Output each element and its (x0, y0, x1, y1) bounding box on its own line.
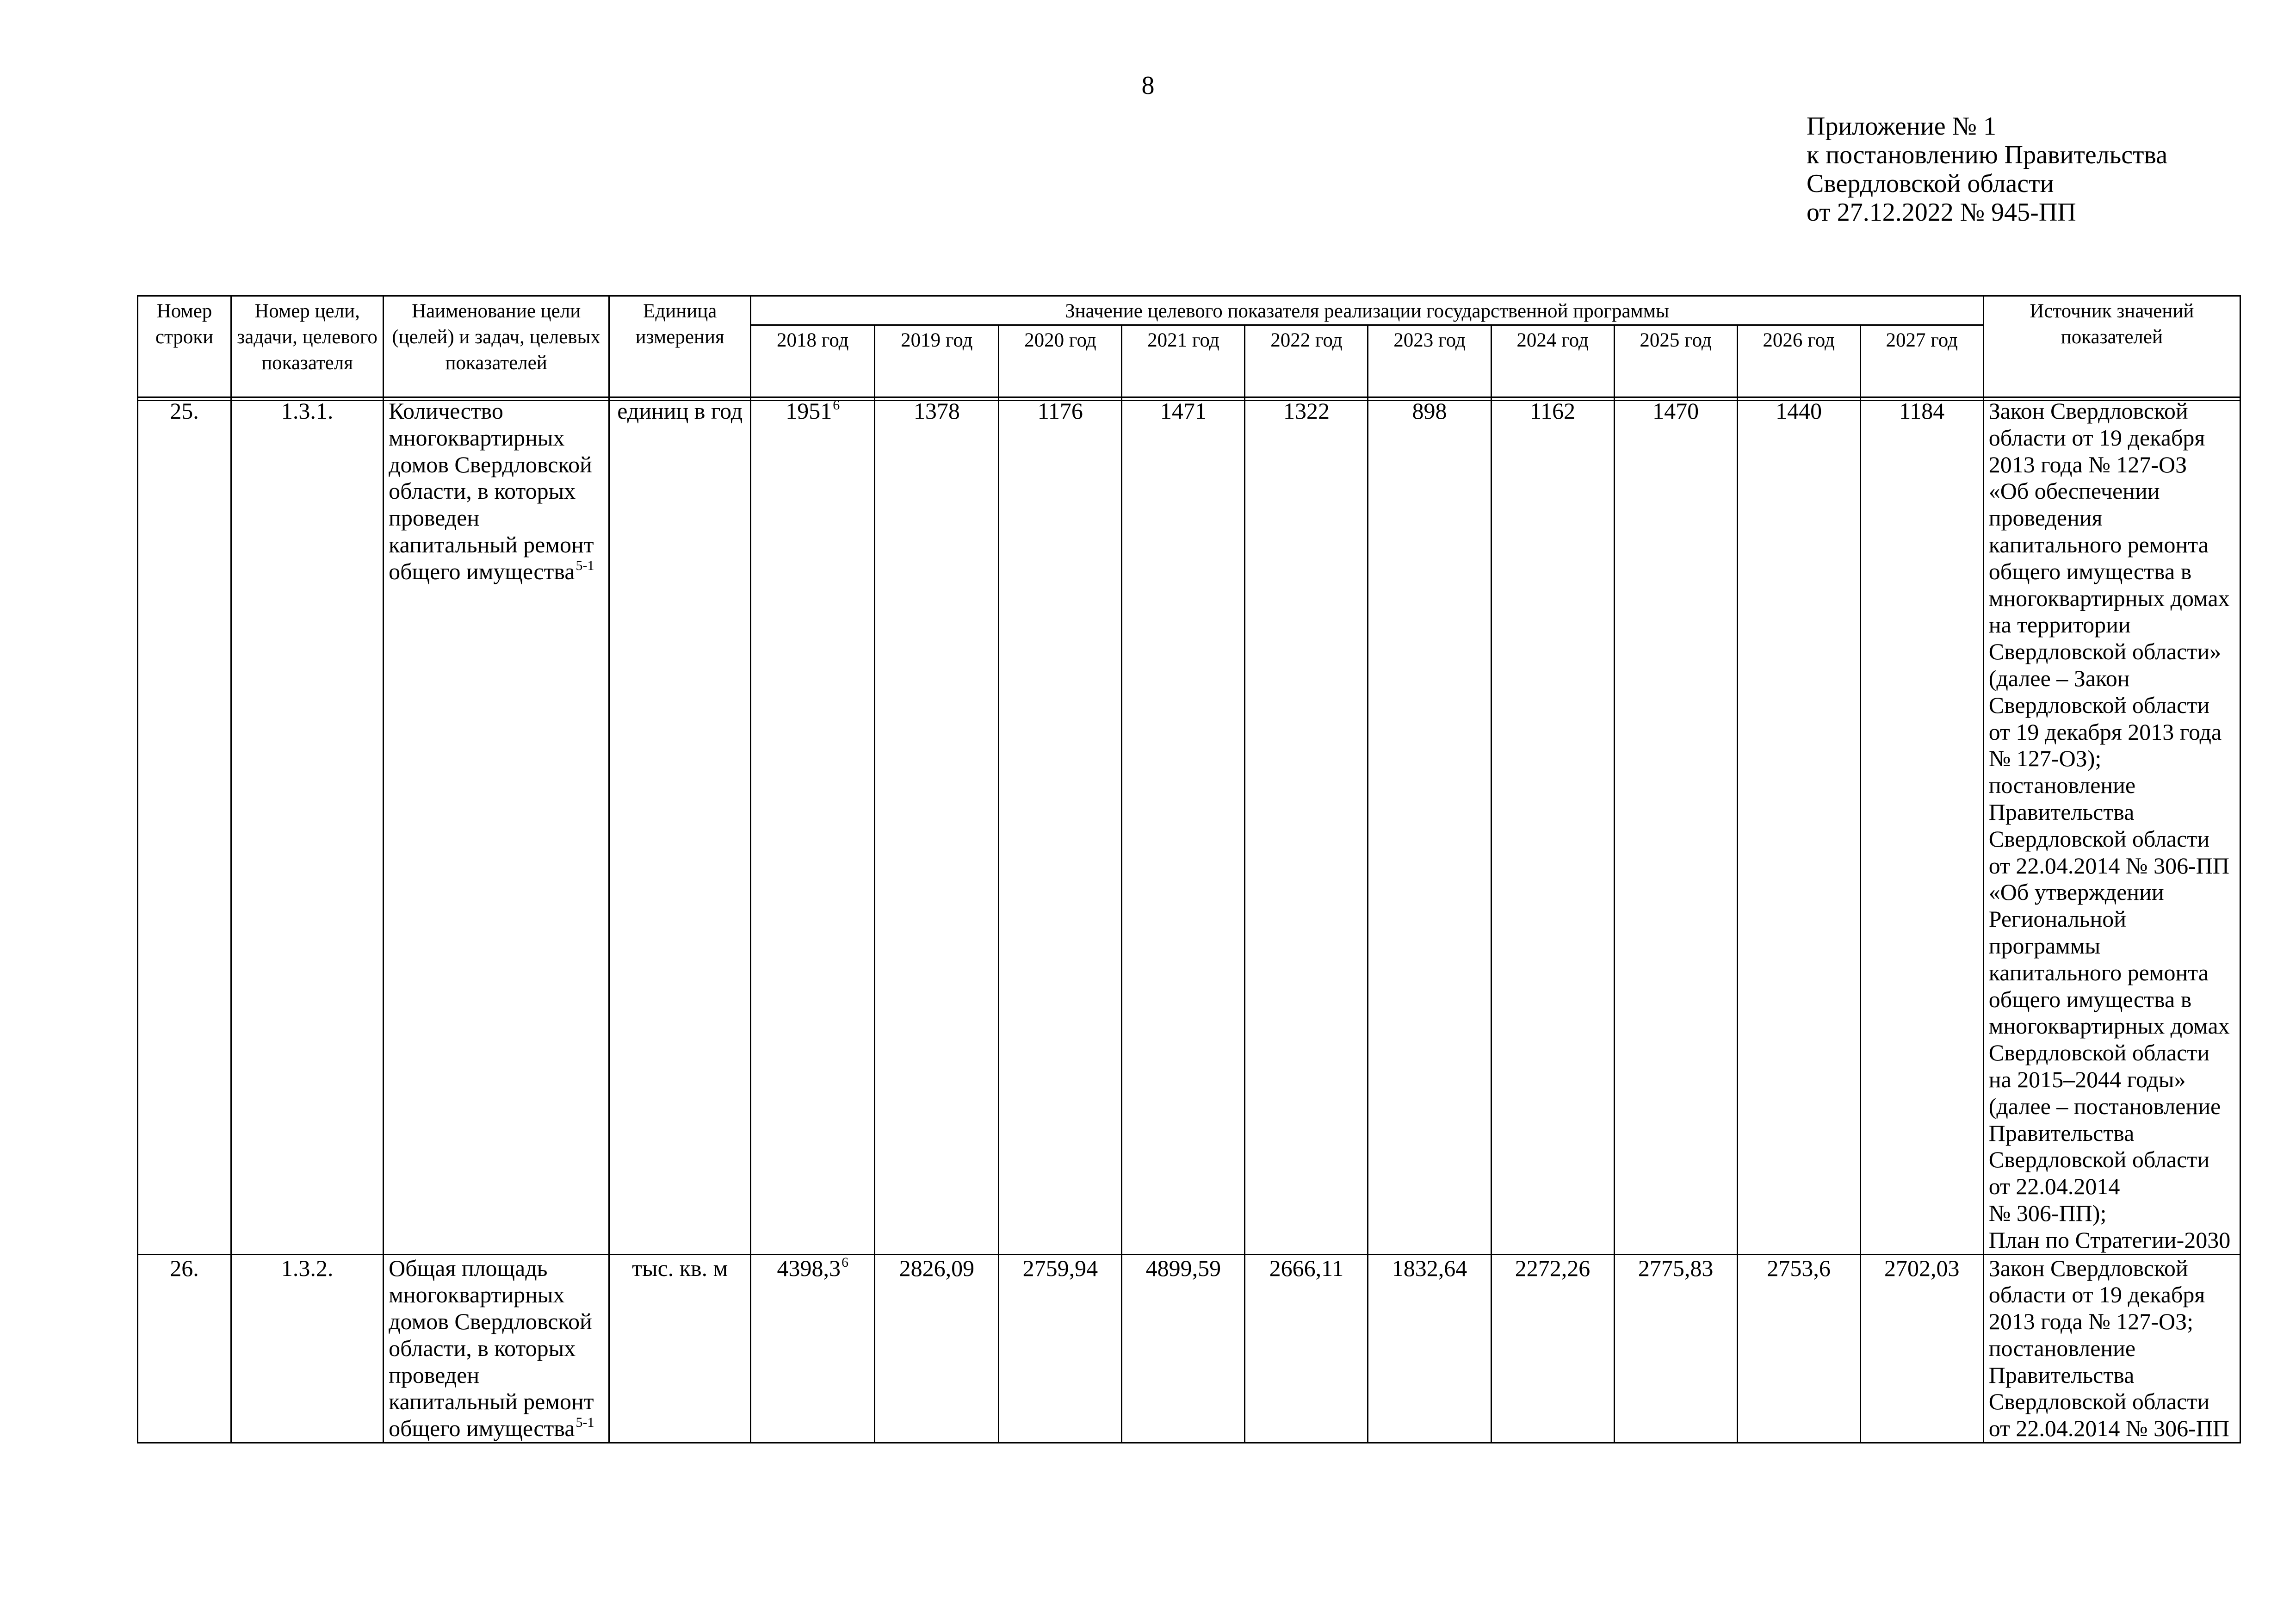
cell-value-2027: 2702,03 (1860, 1254, 1983, 1443)
cell-row-number: 26. (138, 1254, 231, 1443)
source-line: от 22.04.2014 № 306-ПП (1988, 1415, 2229, 1442)
header-year: 2021 год (1122, 325, 1245, 401)
header-year: 2026 год (1737, 325, 1860, 401)
footnote-marker: 5-1 (576, 1415, 594, 1431)
source-line: капитального ремонта (1988, 531, 2209, 558)
cell-value-2020: 2759,94 (999, 1254, 1122, 1443)
cell-source (1983, 397, 2240, 1255)
header-year: 2022 год (1245, 325, 1368, 401)
cell-value-2019: 2826,09 (875, 1254, 999, 1443)
value-text: 4398,3 (777, 1255, 841, 1281)
cell-value-2025: 1470 (1614, 397, 1737, 1255)
source-line: постановление (1988, 772, 2136, 799)
cell-value-2026: 2753,6 (1737, 1254, 1860, 1443)
goal-name-text: общего имущества (389, 558, 575, 584)
appendix-block (1807, 112, 2167, 227)
source-line: «Об обеспечении (1988, 478, 2160, 504)
source-line: Закон Свердловской (1988, 1255, 2188, 1281)
goal-name-line: Общая площадь (389, 1255, 548, 1281)
source-line: многоквартирных домах (1988, 1013, 2230, 1039)
source-line: капитального ремонта (1988, 959, 2209, 985)
table-header (137, 295, 2241, 401)
cell-value-2018 (751, 397, 875, 1255)
header-year: 2025 год (1614, 325, 1737, 401)
cell-value-2022: 1322 (1245, 397, 1368, 1255)
header-year: 2018 год (751, 325, 875, 401)
header-row-number: Номер строки (138, 296, 231, 401)
cell-value-2023: 898 (1368, 397, 1491, 1255)
source-line: от 22.04.2014 № 306-ПП (1988, 852, 2229, 879)
source-line: многоквартирных домах (1988, 585, 2230, 611)
goal-name-line: Количество (389, 398, 503, 424)
footnote-marker: 6 (842, 1254, 849, 1270)
source-line: 2013 года № 127-ОЗ; (1988, 1308, 2194, 1335)
source-line: Свердловской области (1988, 692, 2209, 718)
cell-value-2024: 2272,26 (1491, 1254, 1614, 1443)
cell-value-2019: 1378 (875, 397, 999, 1255)
footnote-marker: 5-1 (576, 558, 594, 573)
source-line: Закон Свердловской (1988, 398, 2188, 424)
header-year: 2027 год (1860, 325, 1983, 401)
cell-value-2027: 1184 (1860, 397, 1983, 1255)
source-line: Свердловской области (1988, 825, 2209, 852)
source-line: Свердловской области (1988, 1040, 2209, 1066)
cell-goal-number: 1.3.2. (231, 1254, 384, 1443)
header-goal-number: Номер цели, задачи, целевого показателя (231, 296, 384, 401)
source-line: «Об утверждении (1988, 879, 2164, 905)
cell-value-2021: 4899,59 (1122, 1254, 1245, 1443)
header-year: 2020 год (999, 325, 1122, 401)
cell-value-2021: 1471 (1122, 397, 1245, 1255)
cell-source (1983, 1254, 2240, 1443)
header-values-group: Значение целевого показателя реализации государственной программы (751, 296, 1983, 325)
source-line: Свердловской области (1988, 1388, 2209, 1415)
source-line: Правительства (1988, 1362, 2135, 1388)
cell-goal-name (384, 397, 609, 1255)
header-source: Источник значений показателей (1983, 296, 2240, 401)
header-goal-name: Наименование цели (целей) и задач, целевых показателей (384, 296, 609, 401)
source-line: на 2015–2044 годы» (1988, 1066, 2186, 1092)
cell-value-2023: 1832,64 (1368, 1254, 1491, 1443)
page-number: 8 (1141, 71, 1155, 100)
goal-name-line: проведен (389, 505, 480, 531)
cell-value-2026: 1440 (1737, 397, 1860, 1255)
appendix-line: от 27.12.2022 № 945-ПП (1807, 198, 2076, 227)
source-line: области от 19 декабря (1988, 424, 2205, 451)
source-line: (далее – постановление (1988, 1093, 2221, 1119)
source-line: План по Стратегии-2030 (1988, 1227, 2231, 1253)
footnote-marker: 6 (833, 397, 840, 413)
goal-name-line: капитальный ремонт (389, 1388, 594, 1415)
goal-name-line-last (389, 1415, 604, 1442)
source-line: проведения (1988, 505, 2103, 531)
cell-goal-name (384, 1254, 609, 1443)
source-line: № 306-ПП); (1988, 1200, 2107, 1226)
table-body (137, 396, 2241, 1443)
goal-name-line: проведен (389, 1362, 480, 1388)
cell-value-2022: 2666,11 (1245, 1254, 1368, 1443)
source-line: Свердловской области (1988, 1146, 2209, 1173)
source-line: Правительства (1988, 799, 2135, 825)
source-line: от 22.04.2014 (1988, 1173, 2120, 1200)
header-year: 2024 год (1491, 325, 1614, 401)
source-line: программы (1988, 932, 2101, 959)
cell-value-2020: 1176 (999, 397, 1122, 1255)
goal-name-line: капитальный ремонт (389, 531, 594, 558)
header-year: 2019 год (875, 325, 999, 401)
goal-name-line: многоквартирных (389, 1282, 565, 1308)
header-unit: Единица измерения (609, 296, 751, 401)
cell-unit: единиц в год (609, 397, 751, 1255)
goal-name-line: области, в которых (389, 1335, 576, 1361)
source-line: Правительства (1988, 1120, 2135, 1146)
cell-value-2024: 1162 (1491, 397, 1614, 1255)
goal-name-line: многоквартирных (389, 424, 565, 451)
goal-name-line: домов Свердловской (389, 451, 592, 477)
appendix-line: Приложение № 1 (1807, 112, 1996, 141)
table-row (138, 1254, 2240, 1443)
cell-unit: тыс. кв. м (609, 1254, 751, 1443)
source-line: области от 19 декабря (1988, 1282, 2205, 1308)
value-text: 1951 (786, 398, 832, 424)
source-line: общего имущества в (1988, 558, 2192, 584)
table-row (138, 397, 2240, 1255)
cell-value-2025: 2775,83 (1614, 1254, 1737, 1443)
goal-name-line-last (389, 558, 604, 585)
source-line: Региональной (1988, 906, 2126, 932)
source-line: общего имущества в (1988, 986, 2192, 1012)
source-line: от 19 декабря 2013 года (1988, 719, 2222, 745)
cell-row-number: 25. (138, 397, 231, 1255)
goal-name-line: области, в которых (389, 478, 576, 504)
source-line: 2013 года № 127-ОЗ (1988, 451, 2187, 477)
goal-name-text: общего имущества (389, 1415, 575, 1442)
appendix-line: Свердловской области (1807, 169, 2054, 198)
appendix-line: к постановлению Правительства (1807, 141, 2168, 169)
cell-value-2018 (751, 1254, 875, 1443)
source-line: (далее – Закон (1988, 665, 2130, 691)
header-year: 2023 год (1368, 325, 1491, 401)
cell-goal-number: 1.3.1. (231, 397, 384, 1255)
source-line: Свердловской области» (1988, 638, 2221, 665)
source-line: постановление (1988, 1335, 2136, 1361)
goal-name-line: домов Свердловской (389, 1308, 592, 1335)
source-line: № 127-ОЗ); (1988, 745, 2102, 772)
source-line: на территории (1988, 612, 2131, 638)
